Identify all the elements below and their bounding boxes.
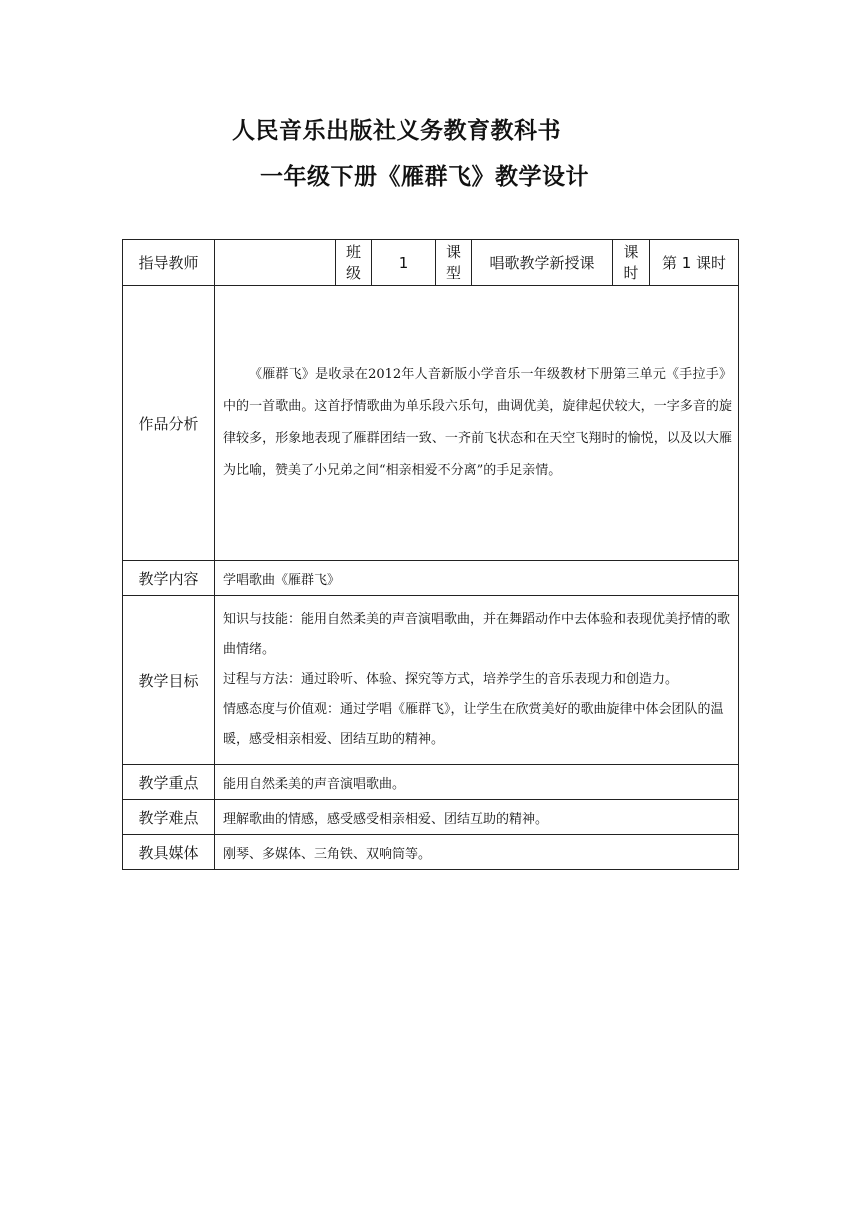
period-value: 第 1 课时 bbox=[650, 240, 739, 286]
lesson-plan-table bbox=[122, 239, 739, 870]
content-label: 教学内容 bbox=[123, 561, 215, 596]
period-label bbox=[613, 240, 650, 286]
teacher-label: 指导教师 bbox=[123, 240, 215, 286]
class-value: 1 bbox=[372, 240, 436, 286]
teacher-value bbox=[215, 240, 336, 286]
type-label-char-2: 型 bbox=[445, 263, 461, 282]
difficulty-label: 教学难点 bbox=[123, 800, 215, 835]
analysis-text: 《雁群飞》是收录在2012年人音新版小学音乐一年级教材下册第三单元《手拉手》中的一首歌曲。这首抒情歌曲为单乐段六乐句，曲调优美，旋律起伏较大，一字多音的旋律较多，形象地表现了雁群团结一致、一齐前飞状态和在天空飞翔时的愉悦，以及以大雁为比喻，赞美了小兄弟之间“相亲相爱不分离”的手足亲情。 bbox=[223, 367, 732, 478]
type-label bbox=[436, 240, 472, 286]
period-label-char-1: 课 bbox=[623, 242, 639, 261]
document-title-line2: 一年级下册《雁群飞》教学设计 bbox=[260, 164, 589, 190]
header-row bbox=[123, 240, 739, 286]
goal-knowledge: 知识与技能：能用自然柔美的声音演唱歌曲，并在舞蹈动作中去体验和表现优美抒情的歌曲情绪。 bbox=[223, 612, 731, 657]
goal-process: 过程与方法：通过聆听、体验、探究等方式，培养学生的音乐表现力和创造力。 bbox=[223, 672, 679, 687]
difficulty-row bbox=[123, 800, 739, 835]
goals-cell bbox=[215, 596, 739, 765]
media-label: 教具媒体 bbox=[123, 835, 215, 870]
type-value: 唱歌教学新授课 bbox=[472, 240, 613, 286]
document-title-line1: 人民音乐出版社义务教育教科书 bbox=[232, 118, 561, 144]
goals-label: 教学目标 bbox=[123, 596, 215, 765]
analysis-row bbox=[123, 286, 739, 561]
content-text: 学唱歌曲《雁群飞》 bbox=[215, 561, 739, 596]
media-row bbox=[123, 835, 739, 870]
analysis-cell bbox=[215, 286, 739, 561]
difficulty-text: 理解歌曲的情感，感受感受相亲相爱、团结互助的精神。 bbox=[215, 800, 739, 835]
key-point-row bbox=[123, 765, 739, 800]
key-point-text: 能用自然柔美的声音演唱歌曲。 bbox=[215, 765, 739, 800]
goal-emotion: 情感态度与价值观：通过学唱《雁群飞》，让学生在欣赏美好的歌曲旋律中体会团队的温暖，感受相亲相爱、团结互助的精神。 bbox=[223, 702, 724, 747]
media-text: 刚琴、多媒体、三角铁、双响筒等。 bbox=[215, 835, 739, 870]
class-label bbox=[336, 240, 372, 286]
goals-row bbox=[123, 596, 739, 765]
class-label-char-2: 级 bbox=[345, 263, 361, 282]
period-label-char-2: 时 bbox=[623, 263, 639, 282]
class-label-char-1: 班 bbox=[345, 242, 361, 261]
analysis-label: 作品分析 bbox=[123, 286, 215, 561]
type-label-char-1: 课 bbox=[445, 242, 461, 261]
key-point-label: 教学重点 bbox=[123, 765, 215, 800]
content-row bbox=[123, 561, 739, 596]
